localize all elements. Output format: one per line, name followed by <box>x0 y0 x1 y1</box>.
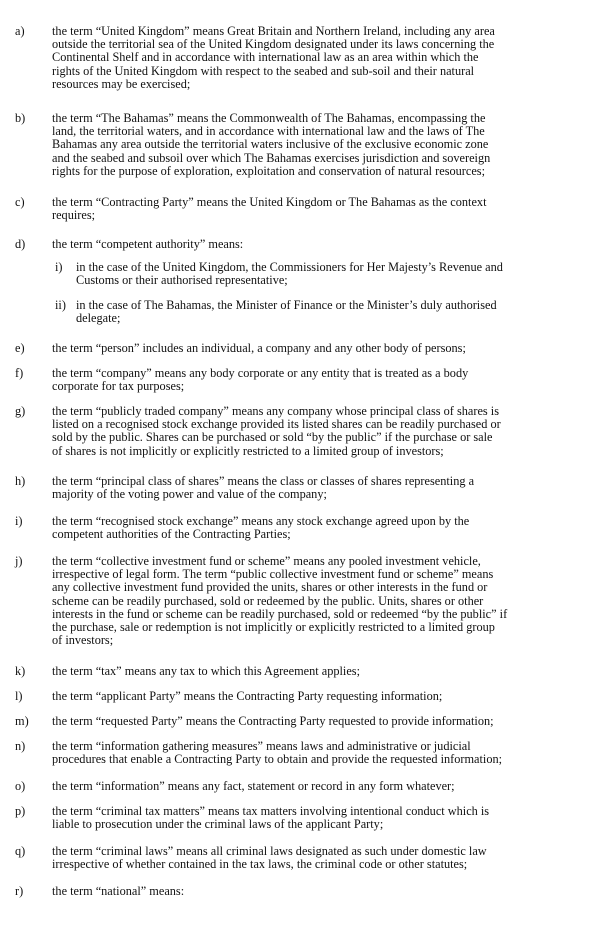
item-text <box>52 555 572 647</box>
item-text <box>52 885 572 898</box>
item-label: f) <box>15 366 24 380</box>
text-line: delegate; <box>76 311 121 326</box>
subitem-text <box>76 261 576 287</box>
text-line: the term “information” means any fact, statement or record in any form whatever; <box>52 779 455 793</box>
item-text <box>52 405 572 458</box>
text-line: and the seabed and subsoil over which The Bahamas exercises jurisdiction and sovereign <box>52 150 491 165</box>
text-line: the term “publicly traded company” means any company whose principal class of shares is <box>52 404 499 418</box>
text-line: the term “applicant Party” means the Contracting Party requesting information; <box>52 689 443 703</box>
text-line: the term “company” means any body corporate or any entity that is treated as a body <box>52 366 469 380</box>
text-line: the term “criminal laws” means all criminal laws designated as such under domestic law <box>52 844 487 858</box>
text-line: liable to prosecution under the criminal laws of the applicant Party; <box>52 817 384 832</box>
item-text <box>52 367 572 393</box>
item-text <box>52 780 572 793</box>
text-line: the term “national” means: <box>52 884 185 898</box>
item-label: p) <box>15 804 26 818</box>
text-line: the term “information gathering measures” means laws and administrative or judicial <box>52 739 471 753</box>
text-line: the term “United Kingdom” means Great Britain and Northern Ireland, including any area <box>52 24 495 38</box>
text-line: the term “recognised stock exchange” means any stock exchange agreed upon by the <box>52 514 470 528</box>
text-line: the term “collective investment fund or scheme” means any pooled investment vehicle, <box>52 554 481 568</box>
subitem-label: i) <box>55 260 63 274</box>
item-label: l) <box>15 689 23 703</box>
text-line: irrespective of legal form. The term “public collective investment fund or scheme” means <box>52 567 494 582</box>
item-label: a) <box>15 24 25 38</box>
item-label: q) <box>15 844 26 858</box>
item-text <box>52 238 572 251</box>
item-label: n) <box>15 739 26 753</box>
text-line: the term “person” includes an individual, a company and any other body of persons; <box>52 341 466 355</box>
item-text <box>52 342 572 355</box>
text-line: Customs or their authorised representative; <box>76 273 288 288</box>
text-line: any collective investment fund provided the units, shares or other interests in the fund or <box>52 580 488 595</box>
text-line: the purchase, sale or redemption is not implicitly or explicitly restricted to a limited group <box>52 620 495 635</box>
text-line: of shares is not implicitly or explicitly restricted to a limited group of investors; <box>52 443 444 458</box>
item-label: b) <box>15 111 26 125</box>
text-line: Bahamas any area outside the territorial waters inclusive of the exclusive economic zone <box>52 137 489 152</box>
text-line: competent authorities of the Contracting Parties; <box>52 527 291 542</box>
item-label: m) <box>15 714 29 728</box>
text-line: scheme can be readily purchased, sold or redeemed by the public. Units, shares or other <box>52 593 484 608</box>
text-line: the term “Contracting Party” means the United Kingdom or The Bahamas as the context <box>52 195 487 209</box>
text-line: the term “criminal tax matters” means tax matters involving intentional conduct which is <box>52 804 490 818</box>
item-text <box>52 805 572 831</box>
item-text <box>52 196 572 222</box>
subitem-text <box>76 299 576 325</box>
item-label: e) <box>15 341 25 355</box>
item-text <box>52 690 572 703</box>
text-line: the term “The Bahamas” means the Commonwealth of The Bahamas, encompassing the <box>52 111 486 125</box>
text-line: resources may be exercised; <box>52 76 191 91</box>
text-line: procedures that enable a Contracting Party to obtain and provide the requested information; <box>52 752 503 767</box>
item-text <box>52 112 572 178</box>
item-label: d) <box>15 237 26 251</box>
item-label: j) <box>15 554 23 568</box>
item-text <box>52 665 572 678</box>
item-text <box>52 740 572 766</box>
item-label: g) <box>15 404 26 418</box>
text-line: requires; <box>52 208 96 223</box>
text-line: listed on a recognised stock exchange provided its listed shares can be readily purchased or <box>52 417 501 432</box>
text-line: rights for the purpose of exploration, exploitation and conservation of natural resources; <box>52 163 485 178</box>
text-line: interests in the fund or scheme can be readily purchased, sold or redeemed “by the public” if <box>52 606 508 621</box>
text-line: the term “principal class of shares” means the class or classes of shares representing a <box>52 474 475 488</box>
subitem-label: ii) <box>55 298 66 312</box>
item-text <box>52 25 572 91</box>
text-line: the term “tax” means any tax to which this Agreement applies; <box>52 664 361 678</box>
item-label: r) <box>15 884 24 898</box>
item-label: c) <box>15 195 25 209</box>
text-line: the term “competent authority” means: <box>52 237 244 251</box>
item-text <box>52 475 572 501</box>
text-line: majority of the voting power and value of the company; <box>52 487 327 502</box>
item-label: k) <box>15 664 26 678</box>
item-text <box>52 715 572 728</box>
text-line: the term “requested Party” means the Contracting Party requested to provide information; <box>52 714 494 728</box>
item-text <box>52 515 572 541</box>
item-label: h) <box>15 474 26 488</box>
text-line: Continental Shelf and in accordance with international law as an area within which the <box>52 50 479 65</box>
text-line: sold by the public. Shares can be purchased or sold “by the public” if the purchase or sale <box>52 430 493 445</box>
text-line: irrespective of whether contained in the tax laws, the criminal code or other statutes; <box>52 857 468 872</box>
text-line: rights of the United Kingdom with respect to the seabed and sub-soil and their natural <box>52 63 475 78</box>
text-line: land, the territorial waters, and in accordance with international law and the laws of The <box>52 124 485 139</box>
item-text <box>52 845 572 871</box>
text-line: outside the territorial sea of the United Kingdom designated under its laws concerning the <box>52 37 495 52</box>
text-line: in the case of the United Kingdom, the Commissioners for Her Majesty’s Revenue and <box>76 260 503 274</box>
text-line: in the case of The Bahamas, the Minister of Finance or the Minister’s duly authorised <box>76 298 497 312</box>
item-label: i) <box>15 514 23 528</box>
item-label: o) <box>15 779 26 793</box>
text-line: of investors; <box>52 633 114 648</box>
text-line: corporate for tax purposes; <box>52 379 185 394</box>
